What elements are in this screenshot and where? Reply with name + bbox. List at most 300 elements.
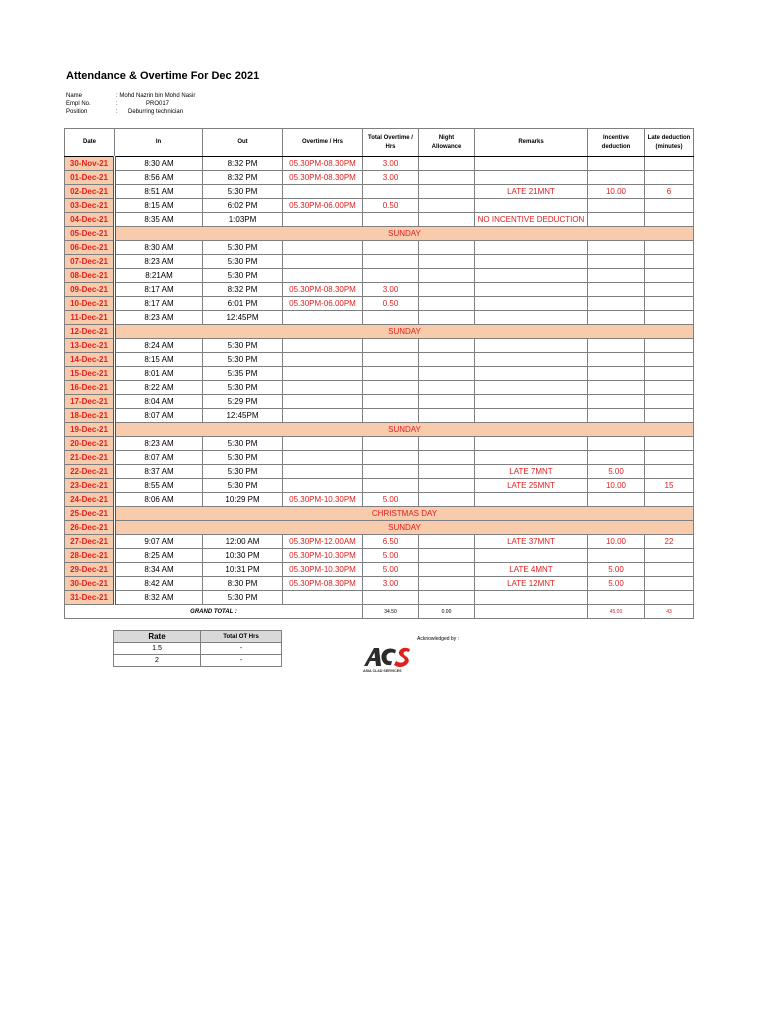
night-allowance-cell <box>419 199 475 213</box>
date-cell: 17-Dec-21 <box>65 395 115 409</box>
incentive-cell <box>588 213 645 227</box>
in-cell: 8:15 AM <box>115 353 203 367</box>
rate-total: - <box>201 655 282 667</box>
rate-row <box>114 655 282 667</box>
total-overtime-cell <box>363 269 419 283</box>
in-cell: 8:35 AM <box>115 213 203 227</box>
position-label: Position <box>66 109 88 115</box>
night-allowance-cell <box>419 409 475 423</box>
grand-total-incentive: 45.00 <box>588 605 645 619</box>
remarks-cell <box>475 199 588 213</box>
overtime-cell: 05.30PM-10.30PM <box>283 493 363 507</box>
date-cell: 07-Dec-21 <box>65 255 115 269</box>
incentive-cell <box>588 157 645 171</box>
col-incentive: Incentive deduction <box>588 129 645 157</box>
in-cell: 8:22 AM <box>115 381 203 395</box>
date-cell: 30-Dec-21 <box>65 577 115 591</box>
remarks-cell <box>475 395 588 409</box>
overtime-cell: 05.30PM-10.30PM <box>283 563 363 577</box>
holiday-label: SUNDAY <box>115 325 694 339</box>
table-row <box>65 549 694 563</box>
table-row <box>65 493 694 507</box>
remarks-cell: LATE 7MNT <box>475 465 588 479</box>
overtime-cell <box>283 311 363 325</box>
night-allowance-cell <box>419 451 475 465</box>
holiday-label: SUNDAY <box>115 423 694 437</box>
incentive-cell: 10.00 <box>588 535 645 549</box>
overtime-cell <box>283 479 363 493</box>
late-cell <box>645 381 694 395</box>
holiday-row <box>65 227 694 241</box>
remarks-cell <box>475 591 588 605</box>
night-allowance-cell <box>419 241 475 255</box>
remarks-cell <box>475 283 588 297</box>
out-cell: 5:30 PM <box>203 241 283 255</box>
overtime-cell <box>283 367 363 381</box>
remarks-cell: LATE 25MNT <box>475 479 588 493</box>
in-cell: 8:04 AM <box>115 395 203 409</box>
remarks-cell <box>475 409 588 423</box>
overtime-cell: 05.30PM-08.30PM <box>283 157 363 171</box>
out-cell: 5:30 PM <box>203 437 283 451</box>
out-cell: 5:30 PM <box>203 451 283 465</box>
total-overtime-cell <box>363 591 419 605</box>
late-cell <box>645 283 694 297</box>
incentive-cell <box>588 367 645 381</box>
date-cell: 27-Dec-21 <box>65 535 115 549</box>
date-cell: 15-Dec-21 <box>65 367 115 381</box>
late-cell: 22 <box>645 535 694 549</box>
col-night-allowance: Night Allowance <box>419 129 475 157</box>
out-cell: 10:30 PM <box>203 549 283 563</box>
table-row <box>65 591 694 605</box>
overtime-cell: 05.30PM-12.00AM <box>283 535 363 549</box>
in-cell: 8:23 AM <box>115 255 203 269</box>
in-cell: 8:42 AM <box>115 577 203 591</box>
incentive-cell <box>588 199 645 213</box>
incentive-cell <box>588 409 645 423</box>
night-allowance-cell <box>419 535 475 549</box>
col-out: Out <box>203 129 283 157</box>
overtime-cell <box>283 255 363 269</box>
out-cell: 8:32 PM <box>203 171 283 185</box>
holiday-row <box>65 325 694 339</box>
night-allowance-cell <box>419 283 475 297</box>
overtime-cell <box>283 185 363 199</box>
remarks-cell <box>475 297 588 311</box>
position-value: Deburring technician <box>128 109 184 115</box>
incentive-cell <box>588 255 645 269</box>
date-cell: 18-Dec-21 <box>65 409 115 423</box>
rate-table <box>113 630 282 667</box>
date-cell: 04-Dec-21 <box>65 213 115 227</box>
overtime-cell: 05.30PM-08.30PM <box>283 171 363 185</box>
total-overtime-cell: 6.50 <box>363 535 419 549</box>
rate-total: - <box>201 643 282 655</box>
late-cell <box>645 269 694 283</box>
late-cell: 15 <box>645 479 694 493</box>
late-cell <box>645 437 694 451</box>
date-cell: 28-Dec-21 <box>65 549 115 563</box>
late-cell <box>645 395 694 409</box>
overtime-cell: 05.30PM-06.00PM <box>283 297 363 311</box>
out-cell: 5:30 PM <box>203 353 283 367</box>
remarks-cell: NO INCENTIVE DEDUCTION <box>475 213 588 227</box>
name-value: : Mohd Nazrin bin Mohd Nasir <box>116 93 196 99</box>
date-cell: 03-Dec-21 <box>65 199 115 213</box>
in-cell: 8:55 AM <box>115 479 203 493</box>
out-cell: 1:03PM <box>203 213 283 227</box>
total-overtime-cell <box>363 465 419 479</box>
incentive-cell: 5.00 <box>588 577 645 591</box>
late-cell <box>645 157 694 171</box>
total-overtime-cell <box>363 353 419 367</box>
header-row <box>65 129 694 157</box>
holiday-row <box>65 507 694 521</box>
out-cell: 5:30 PM <box>203 591 283 605</box>
date-cell: 13-Dec-21 <box>65 339 115 353</box>
total-overtime-cell <box>363 185 419 199</box>
table-row <box>65 171 694 185</box>
night-allowance-cell <box>419 563 475 577</box>
night-allowance-cell <box>419 339 475 353</box>
date-cell: 29-Dec-21 <box>65 563 115 577</box>
incentive-cell <box>588 353 645 367</box>
overtime-cell <box>283 591 363 605</box>
rate-row <box>114 643 282 655</box>
rate-value: 1.5 <box>114 643 201 655</box>
grand-total-night: 0.00 <box>419 605 475 619</box>
remarks-cell: LATE 37MNT <box>475 535 588 549</box>
date-cell: 11-Dec-21 <box>65 311 115 325</box>
late-cell <box>645 549 694 563</box>
remarks-cell <box>475 451 588 465</box>
remarks-cell <box>475 367 588 381</box>
night-allowance-cell <box>419 255 475 269</box>
total-overtime-cell: 5.00 <box>363 563 419 577</box>
incentive-cell <box>588 311 645 325</box>
date-cell: 24-Dec-21 <box>65 493 115 507</box>
overtime-cell <box>283 213 363 227</box>
date-cell: 12-Dec-21 <box>65 325 115 339</box>
overtime-cell <box>283 381 363 395</box>
late-cell <box>645 241 694 255</box>
in-cell: 8:51 AM <box>115 185 203 199</box>
night-allowance-cell <box>419 185 475 199</box>
holiday-label: SUNDAY <box>115 521 694 535</box>
overtime-cell: 05.30PM-10.30PM <box>283 549 363 563</box>
date-cell: 02-Dec-21 <box>65 185 115 199</box>
holiday-label: SUNDAY <box>115 227 694 241</box>
overtime-cell: 05.30PM-08.30PM <box>283 577 363 591</box>
out-cell: 5:30 PM <box>203 465 283 479</box>
date-cell: 30-Nov-21 <box>65 157 115 171</box>
night-allowance-cell <box>419 213 475 227</box>
late-cell <box>645 255 694 269</box>
remarks-cell <box>475 311 588 325</box>
rate-value: 2 <box>114 655 201 667</box>
rate-header: Rate <box>114 631 201 643</box>
remarks-cell <box>475 339 588 353</box>
empl-value: PRO017 <box>146 101 170 107</box>
date-cell: 25-Dec-21 <box>65 507 115 521</box>
out-cell: 8:32 PM <box>203 157 283 171</box>
overtime-cell <box>283 437 363 451</box>
table-row <box>65 353 694 367</box>
col-date: Date <box>65 129 115 157</box>
date-cell: 14-Dec-21 <box>65 353 115 367</box>
remarks-cell <box>475 437 588 451</box>
incentive-cell: 5.00 <box>588 465 645 479</box>
total-overtime-cell <box>363 479 419 493</box>
date-cell: 31-Dec-21 <box>65 591 115 605</box>
late-cell <box>645 451 694 465</box>
late-cell <box>645 311 694 325</box>
out-cell: 12:00 AM <box>203 535 283 549</box>
attendance-table <box>64 128 694 619</box>
table-row <box>65 185 694 199</box>
overtime-cell: 05.30PM-06.00PM <box>283 199 363 213</box>
employee-info <box>66 92 195 116</box>
out-cell: 8:32 PM <box>203 283 283 297</box>
in-cell: 8:17 AM <box>115 297 203 311</box>
overtime-cell <box>283 451 363 465</box>
table-row <box>65 577 694 591</box>
total-overtime-cell <box>363 409 419 423</box>
late-cell <box>645 409 694 423</box>
overtime-cell <box>283 269 363 283</box>
total-overtime-cell <box>363 213 419 227</box>
overtime-cell <box>283 395 363 409</box>
late-cell <box>645 577 694 591</box>
acs-logo <box>360 644 420 674</box>
remarks-cell: LATE 21MNT <box>475 185 588 199</box>
late-cell <box>645 297 694 311</box>
date-cell: 21-Dec-21 <box>65 451 115 465</box>
total-overtime-cell <box>363 437 419 451</box>
night-allowance-cell <box>419 311 475 325</box>
incentive-cell <box>588 381 645 395</box>
date-cell: 23-Dec-21 <box>65 479 115 493</box>
overtime-cell <box>283 353 363 367</box>
table-row <box>65 437 694 451</box>
late-cell <box>645 367 694 381</box>
late-cell <box>645 213 694 227</box>
date-cell: 06-Dec-21 <box>65 241 115 255</box>
total-overtime-cell: 5.00 <box>363 549 419 563</box>
remarks-cell <box>475 493 588 507</box>
date-cell: 19-Dec-21 <box>65 423 115 437</box>
remarks-cell: LATE 12MNT <box>475 577 588 591</box>
incentive-cell: 5.00 <box>588 563 645 577</box>
table-row <box>65 241 694 255</box>
date-cell: 26-Dec-21 <box>65 521 115 535</box>
overtime-cell: 05.30PM-08.30PM <box>283 283 363 297</box>
late-cell <box>645 339 694 353</box>
grand-total-ot: 34.50 <box>363 605 419 619</box>
col-in: In <box>115 129 203 157</box>
night-allowance-cell <box>419 353 475 367</box>
total-overtime-cell <box>363 339 419 353</box>
remarks-cell <box>475 255 588 269</box>
late-cell <box>645 591 694 605</box>
night-allowance-cell <box>419 437 475 451</box>
col-remarks: Remarks <box>475 129 588 157</box>
out-cell: 5:30 PM <box>203 381 283 395</box>
acknowledged-label: Acknowledged by : <box>417 636 459 642</box>
out-cell: 5:30 PM <box>203 185 283 199</box>
empl-sep: : <box>116 101 118 107</box>
out-cell: 10:29 PM <box>203 493 283 507</box>
table-row <box>65 199 694 213</box>
grand-total-late: 43 <box>645 605 694 619</box>
in-cell: 8:06 AM <box>115 493 203 507</box>
col-total-overtime: Total Overtime / Hrs <box>363 129 419 157</box>
night-allowance-cell <box>419 171 475 185</box>
empl-label: Empl No. <box>66 101 91 107</box>
date-cell: 20-Dec-21 <box>65 437 115 451</box>
night-allowance-cell <box>419 381 475 395</box>
incentive-cell <box>588 437 645 451</box>
out-cell: 5:30 PM <box>203 339 283 353</box>
table-row <box>65 395 694 409</box>
in-cell: 8:15 AM <box>115 199 203 213</box>
in-cell: 8:30 AM <box>115 241 203 255</box>
incentive-cell <box>588 171 645 185</box>
in-cell: 8:34 AM <box>115 563 203 577</box>
remarks-cell: LATE 4MNT <box>475 563 588 577</box>
late-cell <box>645 563 694 577</box>
in-cell: 8:01 AM <box>115 367 203 381</box>
holiday-row <box>65 521 694 535</box>
night-allowance-cell <box>419 395 475 409</box>
out-cell: 6:01 PM <box>203 297 283 311</box>
table-row <box>65 283 694 297</box>
date-cell: 01-Dec-21 <box>65 171 115 185</box>
in-cell: 8:21AM <box>115 269 203 283</box>
incentive-cell <box>588 339 645 353</box>
total-overtime-cell <box>363 451 419 465</box>
incentive-cell <box>588 493 645 507</box>
out-cell: 12:45PM <box>203 409 283 423</box>
out-cell: 5:30 PM <box>203 479 283 493</box>
date-cell: 08-Dec-21 <box>65 269 115 283</box>
night-allowance-cell <box>419 269 475 283</box>
incentive-cell <box>588 395 645 409</box>
total-overtime-cell: 0.50 <box>363 297 419 311</box>
table-row <box>65 157 694 171</box>
incentive-cell: 10.00 <box>588 479 645 493</box>
night-allowance-cell <box>419 297 475 311</box>
incentive-cell <box>588 283 645 297</box>
late-cell <box>645 493 694 507</box>
total-overtime-cell <box>363 367 419 381</box>
total-overtime-cell: 3.00 <box>363 157 419 171</box>
date-cell: 09-Dec-21 <box>65 283 115 297</box>
table-row <box>65 381 694 395</box>
date-cell: 05-Dec-21 <box>65 227 115 241</box>
date-cell: 10-Dec-21 <box>65 297 115 311</box>
out-cell: 10:31 PM <box>203 563 283 577</box>
table-row <box>65 409 694 423</box>
remarks-cell <box>475 171 588 185</box>
in-cell: 8:25 AM <box>115 549 203 563</box>
late-cell <box>645 199 694 213</box>
col-late: Late deduction (minutes) <box>645 129 694 157</box>
table-row <box>65 269 694 283</box>
total-overtime-cell: 3.00 <box>363 283 419 297</box>
date-cell: 16-Dec-21 <box>65 381 115 395</box>
late-cell <box>645 171 694 185</box>
total-overtime-cell <box>363 311 419 325</box>
in-cell: 8:17 AM <box>115 283 203 297</box>
in-cell: 8:24 AM <box>115 339 203 353</box>
out-cell: 5:30 PM <box>203 255 283 269</box>
in-cell: 8:32 AM <box>115 591 203 605</box>
total-overtime-cell: 3.00 <box>363 577 419 591</box>
remarks-cell <box>475 381 588 395</box>
in-cell: 8:23 AM <box>115 311 203 325</box>
incentive-cell <box>588 549 645 563</box>
remarks-cell <box>475 241 588 255</box>
holiday-row <box>65 423 694 437</box>
table-row <box>65 311 694 325</box>
in-cell: 8:56 AM <box>115 171 203 185</box>
incentive-cell <box>588 297 645 311</box>
name-label: Name <box>66 93 83 99</box>
incentive-cell <box>588 451 645 465</box>
remarks-cell <box>475 549 588 563</box>
total-overtime-cell <box>363 395 419 409</box>
in-cell: 8:07 AM <box>115 409 203 423</box>
in-cell: 8:23 AM <box>115 437 203 451</box>
remarks-cell <box>475 353 588 367</box>
table-row <box>65 465 694 479</box>
out-cell: 8:30 PM <box>203 577 283 591</box>
remarks-cell <box>475 269 588 283</box>
total-overtime-cell <box>363 241 419 255</box>
night-allowance-cell <box>419 367 475 381</box>
page-title: Attendance & Overtime For Dec 2021 <box>66 70 260 82</box>
out-cell: 5:30 PM <box>203 269 283 283</box>
incentive-cell: 10.00 <box>588 185 645 199</box>
late-cell <box>645 465 694 479</box>
out-cell: 5:35 PM <box>203 367 283 381</box>
out-cell: 6:02 PM <box>203 199 283 213</box>
out-cell: 5:29 PM <box>203 395 283 409</box>
in-cell: 8:30 AM <box>115 157 203 171</box>
incentive-cell <box>588 241 645 255</box>
remarks-cell <box>475 157 588 171</box>
total-overtime-cell: 0.50 <box>363 199 419 213</box>
logo-subtitle: ASIA CLAD SERVICES <box>363 669 402 673</box>
night-allowance-cell <box>419 157 475 171</box>
night-allowance-cell <box>419 577 475 591</box>
grand-total-remarks <box>475 605 588 619</box>
night-allowance-cell <box>419 549 475 563</box>
table-row <box>65 255 694 269</box>
table-row <box>65 563 694 577</box>
incentive-cell <box>588 269 645 283</box>
overtime-cell <box>283 465 363 479</box>
night-allowance-cell <box>419 493 475 507</box>
out-cell: 12:45PM <box>203 311 283 325</box>
incentive-cell <box>588 591 645 605</box>
total-ot-header: Total OT Hrs <box>201 631 282 643</box>
night-allowance-cell <box>419 465 475 479</box>
late-cell: 6 <box>645 185 694 199</box>
in-cell: 8:07 AM <box>115 451 203 465</box>
